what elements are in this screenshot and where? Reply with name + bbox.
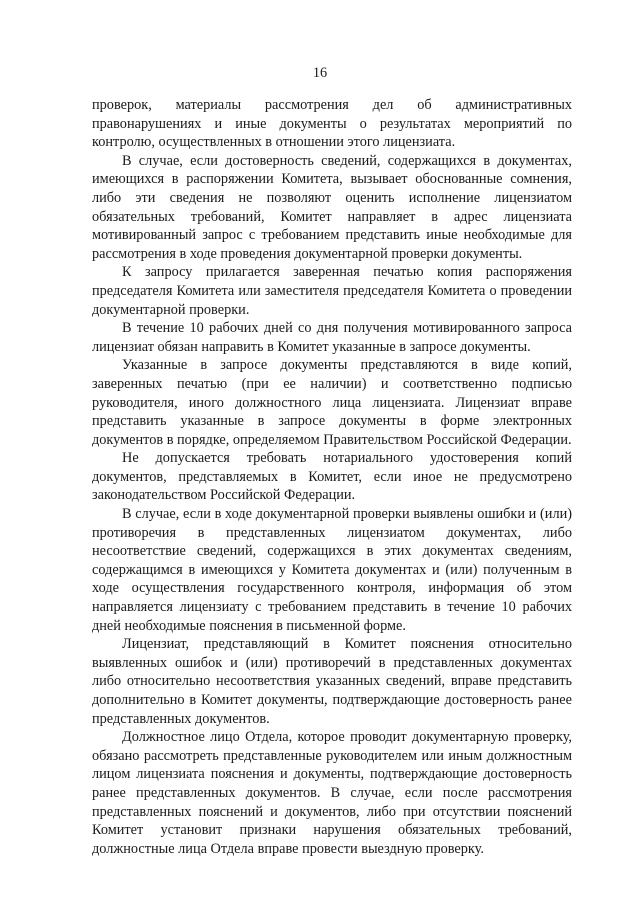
page-number: 16 bbox=[312, 65, 328, 81]
paragraph-continuation: проверок, материалы рассмотрения дел об административных правонарушениях и иные документы о результатах мероприятий по контролю, осуществленных в отношении этого лицензиата. bbox=[92, 97, 572, 151]
paragraph-request-attachment: К запросу прилагается заверенная печатью копия распоряжения председателя Комитета или заместителя председателя Комитета о проведении документарной проверки. bbox=[92, 264, 572, 318]
paragraph-errors-found: В случае, если в ходе документарной проверки выявлены ошибки и (или) противоречия в представленных лицензиатом документах, либо несоответствие сведений, содержащихся в этих документах сведениям, содержащимся в имеющихся у Комитета документах и (или) полученным в ходе осуществления государственного контроля, информация об этом направляется лицензиату с требованием представить в течение 10 рабочих дней необходимые пояснения в письменной форме. bbox=[92, 506, 572, 634]
paragraph-licensee-explanations: Лицензиат, представляющий в Комитет пояснения относительно выявленных ошибок и (или) противоречий в представленных документах либо относительно несоответствия указанных сведений, вправе представить дополнительно в Комитет документы, подтверждающие достоверность ранее представленных документов. bbox=[92, 636, 572, 727]
paragraph-official-review: Должностное лицо Отдела, которое проводит документарную проверку, обязано рассмотреть представленные руководителем или иным должностным лицом лицензиата пояснения и документы, подтверждающие достоверность ранее представленных документов. В случае, если после рассмотрения представленных пояснений и документов, либо при отсутствии пояснений Комитет установит признаки нарушения обязательных требований, должностные лица Отдела вправе провести выездную проверку. bbox=[92, 729, 572, 857]
paragraph-doubtful-information: В случае, если достоверность сведений, содержащихся в документах, имеющихся в распоряжении Комитета, вызывает обоснованные сомнения, либо эти сведения не позволяют оценить исполнение лицензиатом обязательных требований, Комитет направляет в адрес лицензиата мотивированный запрос с требованием представить иные необходимые для рассмотрения в ходе проведения документарной проверки документы. bbox=[92, 152, 572, 262]
paragraph-response-deadline: В течение 10 рабочих дней со дня получения мотивированного запроса лицензиат обязан направить в Комитет указанные в запросе документы. bbox=[92, 320, 572, 355]
paragraph-notarization: Не допускается требовать нотариального удостоверения копий документов, представляемых в Комитет, если иное не предусмотрено законодательством Российской Федерации. bbox=[92, 450, 572, 504]
paragraph-document-copies: Указанные в запросе документы представляются в виде копий, заверенных печатью (при ее наличии) и соответственно подписью руководителя, иного должностного лица лицензиата. Лицензиат вправе представить указанные в запросе документы в форме электронных документов в порядке, определяемом Правительством Российской Федерации. bbox=[92, 357, 572, 448]
document-body bbox=[92, 96, 572, 858]
